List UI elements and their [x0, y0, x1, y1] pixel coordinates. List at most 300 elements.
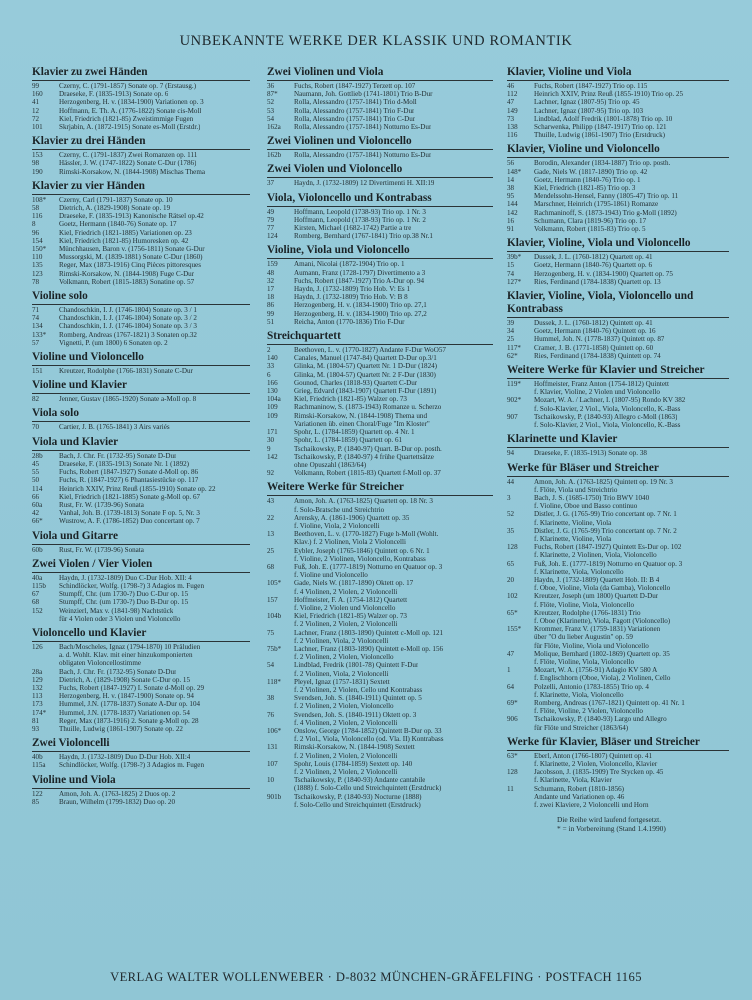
catalog-number: 71	[32, 306, 40, 315]
entry-title: Spohr, Louis (1784-1859) Sextett op. 140	[294, 759, 413, 768]
catalog-entry	[507, 192, 729, 200]
entry-title: Rolla, Alessandro (1757-1841) Trio d-Moll	[294, 98, 417, 107]
entry-title: Haydn, J. (1732-1809) Duo D-Dur Hob. XII:4	[59, 753, 191, 762]
entry-title: Romberg, Andreas (1767-1821) 3 Sonaten op.32	[59, 330, 197, 339]
entry-title: Fuchs, Robert (1847-1927) Trio op. 115	[534, 82, 648, 90]
catalog-entry	[32, 753, 250, 761]
catalog-number: 38	[267, 694, 275, 703]
catalog-section	[32, 625, 250, 733]
entry-continuation: f. Klarinette, Viola, Klavier	[534, 776, 612, 785]
catalog-number: 50	[32, 476, 40, 485]
entry-title: Kiel, Friedrich (1821-85) Walzer op. 73	[294, 395, 407, 404]
entry-title: Distler, J. G. (1765-99) Trio concertant op. 7 Nr. 1	[534, 510, 677, 519]
catalog-entry	[267, 743, 493, 751]
catalog-entry	[32, 574, 250, 582]
catalog-number: 86	[267, 301, 275, 310]
entry-title: Distler, J. G. (1765-99) Trio concertant op. 7 Nr. 2	[534, 526, 677, 535]
section-heading: Zwei Violinen und Viola	[267, 64, 493, 81]
entry-title: Kiel, Friedrich (1821-1885) Sonate g-Moll op. 67	[59, 492, 201, 501]
entry-title: Draeseke, F. (1835-1913) Kanonische Rätsel op.42	[59, 212, 204, 221]
catalog-number: 94	[507, 449, 515, 458]
catalog-number: 60b	[32, 545, 43, 554]
catalog-number: 134	[32, 322, 43, 331]
entry-continuation: obligaten Violoncellostimme	[59, 659, 141, 668]
catalog-section	[32, 772, 250, 806]
catalog-entry	[507, 319, 729, 327]
catalog-entry	[267, 469, 493, 477]
catalog-entry	[507, 82, 729, 90]
entry-title: Hummel, Joh. N. (1778-1837) Quintett op. 87	[534, 335, 665, 344]
entry-title: Gade, Niels W. (1817-1890) Trio op. 42	[534, 167, 648, 176]
entry-title: Tschaikowsky, P. (1840-97) 4 frühe Quartettsätze	[294, 452, 434, 461]
entry-title: Chandoschkin, I. J. (1746-1804) Sonate op. 3 / 2	[59, 314, 197, 323]
catalog-section	[507, 235, 729, 286]
entry-title: Bach, J. S. (1685-1750) Trio BWV 1040	[534, 493, 650, 502]
catalog-number: 68	[267, 562, 275, 571]
catalog-section	[507, 362, 729, 429]
catalog-section	[32, 133, 250, 176]
entry-title: Draeseke, F. (1835-1913) Sonate op. 6	[59, 90, 169, 99]
entry-title: Cartier, J. B. (1765-1841) 3 Airs variés	[59, 423, 170, 432]
catalog-entry	[32, 643, 250, 651]
catalog-number: 20	[507, 575, 515, 584]
section-heading: Zwei Violen / Vier Violen	[32, 556, 250, 573]
entry-title: Svendsen, Joh. S. (1840-1911) Oktett op. 3	[294, 710, 417, 719]
catalog-number: 162b	[267, 151, 282, 160]
entry-title: Lachner, Franz (1803-1890) Quintett e-Moll op. 156	[294, 644, 444, 653]
entry-continuation: f. Flöte, Violine, Viola, Violoncello	[534, 600, 634, 609]
catalog-number: 902*	[507, 396, 522, 405]
catalog-number: 28b	[32, 451, 43, 460]
entry-title: Dussek, J. L. (1760-1812) Quintett op. 41	[534, 319, 653, 328]
catalog-number: 130	[267, 387, 278, 396]
section-heading: Zwei Violinen und Violoncello	[267, 133, 493, 150]
catalog-entry	[267, 678, 493, 686]
entry-title: Spohr, L. (1784-1859) Quartett op. 4 Nr. 1	[294, 428, 415, 437]
catalog-entry	[32, 204, 250, 212]
entry-title: Goetz, Hermann (1840-76) Trio op. 1	[534, 175, 641, 184]
catalog-entry	[267, 694, 493, 702]
catalog-number: 36	[267, 82, 275, 90]
catalog-entry	[507, 335, 729, 343]
catalog-entry	[507, 352, 729, 360]
catalog-number: 25	[507, 335, 515, 344]
section-heading: Klavier zu zwei Händen	[32, 64, 250, 81]
catalog-entry	[507, 752, 729, 760]
catalog-number: 79	[267, 215, 275, 224]
entry-title: Jacobsson, J. (1835-1909) Tre Stycken op. 45	[534, 768, 664, 777]
catalog-number: 66	[32, 492, 40, 501]
entry-title: Mozart, W. A. (1756-91) Adagio KV 580 A	[534, 666, 658, 675]
catalog-entry	[267, 362, 493, 370]
catalog-entry	[267, 208, 493, 216]
entry-title: Volkmann, Robert (1815-83) Trio op. 5	[534, 225, 646, 234]
entry-title: Lachner, Franz (1803-1890) Quintett c-Moll op. 121	[294, 628, 444, 637]
entry-continuation: f. 2 Violinen, 2 Violen, 2 Violoncelli	[294, 620, 398, 629]
entry-title: Rolla, Alessandro (1757-1841) Trio C-Dur	[294, 114, 416, 123]
catalog-entry	[507, 666, 729, 674]
entry-title: Kiel, Friedrich (1821-85) Humoresken op. 42	[59, 236, 189, 245]
catalog-entry	[507, 131, 729, 139]
catalog-entry	[32, 452, 250, 460]
entry-title: Rimski-Korsakow, N. (1844-1908) Fuge C-Dur	[59, 269, 195, 278]
catalog-number: 124	[267, 232, 278, 241]
catalog-number: 75b*	[267, 644, 282, 653]
catalog-number: 148*	[507, 167, 522, 176]
entry-continuation: a. d. Wohlt. Klav. mit einer hinzukomponierten	[59, 651, 193, 660]
catalog-number: 98	[32, 159, 40, 168]
catalog-number: 150*	[32, 245, 47, 254]
entry-title: Jenner, Gustav (1865-1920) Sonate a-Moll op. 8	[59, 395, 197, 404]
entry-title: Goetz, Hermann (1840-76) Quartett op. 6	[534, 261, 652, 270]
catalog-section	[32, 405, 250, 431]
section-heading: Violine und Violoncello	[32, 349, 250, 366]
entry-title: Dietrich, A. (1829-1908) Sonate C-Dur op. 15	[59, 675, 191, 684]
catalog-entry	[32, 517, 250, 525]
entry-title: Skrjabin, A. (1872-1915) Sonate es-Moll (Erstdr.)	[59, 123, 201, 132]
entry-continuation: f. Flöte, Viola und Streichtrio	[534, 485, 618, 494]
catalog-number: 117*	[507, 343, 521, 352]
catalog-number: 85	[32, 797, 40, 806]
entry-title: Münchhausen, Baron v. (1756-1811) Sonate G-Dur	[59, 245, 205, 254]
catalog-entry	[267, 497, 493, 505]
entry-title: Kiel, Friedrich (1821-85) Walzer op. 73	[294, 612, 407, 621]
entry-title: Dussek, J. L. (1760-1812) Quartett op. 41	[534, 253, 653, 262]
catalog-section	[267, 242, 493, 326]
catalog-number: 12	[32, 106, 40, 115]
catalog-number: 171	[267, 428, 278, 437]
catalog-entry	[507, 768, 729, 776]
entry-title: Rimski-Korsakow, N. (1844-1908) Sextett	[294, 743, 415, 752]
catalog-entry	[267, 232, 493, 240]
catalog-number: 113	[32, 692, 43, 701]
catalog-number: 82	[32, 395, 40, 404]
catalog-number: 28a	[32, 667, 43, 676]
catalog-number: 153	[32, 151, 43, 160]
catalog-number: 64	[507, 682, 515, 691]
catalog-number: 37	[267, 179, 275, 188]
catalog-number: 68	[32, 598, 40, 607]
entry-title: Spohr, L. (1784-1859) Quartett op. 61	[294, 436, 403, 445]
entry-continuation: f. Klarinette, Viola, Violoncello	[534, 567, 624, 576]
section-heading: Violine und Viola	[32, 772, 250, 789]
entry-title: Rust, Fr. W. (1739-96) Sonata	[59, 545, 144, 554]
catalog-entry	[32, 761, 250, 769]
catalog-entry	[267, 453, 493, 461]
entry-continuation: f. zwei Klaviere, 2 Violoncelli und Horn	[534, 801, 649, 810]
catalog-section	[32, 349, 250, 375]
entry-title: Canales, Manuel (1747-84) Quartett D-Dur op.3/1	[294, 354, 437, 363]
catalog-entry	[507, 650, 729, 658]
catalog-entry	[267, 269, 493, 277]
entry-continuation: (1888) f. Solo-Cello und Streichquintett (Erstdruck)	[294, 784, 442, 793]
entry-title: Reicha, Anton (1770-1836) Trio F-Dur	[294, 317, 405, 326]
catalog-number: 104a	[267, 395, 281, 404]
section-heading: Klavier, Violine, Viola, Violoncello und Kontrabass	[507, 288, 729, 318]
catalog-number: 159	[267, 260, 278, 269]
publisher-footer: VERLAG WALTER WOLLENWEBER · D-8032 MÜNCHEN-GRÄFELFING · POSTFACH 1165	[110, 970, 642, 984]
catalog-entry	[267, 260, 493, 268]
entry-continuation: f. 2 Violinen, 2 Violen, 2 Violoncelli	[294, 751, 398, 760]
entry-continuation: f. 4 Violinen, 2 Violen, 2 Violoncelli	[294, 587, 398, 596]
catalog-number: 16	[507, 216, 515, 225]
catalog-entry	[32, 423, 250, 431]
entry-title: Kirsten, Michael (1682-1742) Partie a tre	[294, 224, 412, 233]
catalog-entry	[267, 395, 493, 403]
entry-continuation: für Flöte und Streicher (1863/64)	[534, 723, 629, 732]
entry-title: Haydn, J. (1732-1809) 12 Divertimenti H. XII:19	[294, 179, 435, 188]
entry-title: Haydn, J. (1732-1809) Quartett Hob. II: B 4	[534, 575, 660, 584]
catalog-number: 9	[267, 444, 271, 453]
catalog-number: 112	[507, 90, 518, 99]
catalog-section	[507, 460, 729, 732]
catalog-number: 116	[32, 212, 43, 221]
catalog-entry	[32, 314, 250, 322]
entry-title: Stumpff, Chr. (um 1730-?) Duo B-Dur op. 15	[59, 598, 189, 607]
entry-title: Kiel, Friedrich (1821-85) Trio op. 3	[534, 184, 636, 193]
catalog-section	[267, 161, 493, 187]
catalog-entry	[32, 582, 250, 590]
entry-continuation: f. 2 Violinen, 2 Violen, Violoncello	[294, 702, 394, 711]
catalog-entry	[32, 676, 250, 684]
entry-title: Draeseke, F. (1835-1913) Sonate op. 38	[534, 449, 647, 458]
entry-title: Draeseke, F. (1835-1913) Sonate Nr. 1 (1892)	[59, 459, 190, 468]
catalog-entry	[267, 310, 493, 318]
catalog-entry	[267, 277, 493, 285]
catalog-number: 142	[507, 208, 518, 217]
catalog-entry	[267, 301, 493, 309]
catalog-entry	[507, 200, 729, 208]
catalog-entry	[267, 727, 493, 735]
entry-title: Reger, Max (1873-1916) 2. Sonate g-Moll op. 28	[59, 716, 199, 725]
catalog-entry	[32, 339, 250, 347]
catalog-entry	[507, 115, 729, 123]
catalog-entry	[507, 396, 729, 404]
catalog-number: 53	[267, 106, 275, 115]
entry-title: Schumann, Robert (1810-1856)	[534, 784, 625, 793]
page-title: UNBEKANNTE WERKE DER KLASSIK UND ROMANTIK	[179, 33, 573, 49]
entry-title: Amon, Joh. A. (1763-1825) 2 Duos op. 2	[59, 789, 176, 798]
catalog-entry	[32, 306, 250, 314]
entry-title: Thuille, Ludwig (1861-1907) Trio (Erstdruck)	[534, 131, 666, 140]
catalog-entry	[267, 115, 493, 123]
entry-title: Haydn, J. (1732-1809) Duo C-Dur Hob. XII: 4	[59, 573, 192, 582]
section-heading: Klavier zu drei Händen	[32, 133, 250, 150]
section-heading: Zwei Violen und Violoncello	[267, 161, 493, 178]
entry-title: Polzelli, Antonio (1783-1855) Trio op. 4	[534, 682, 649, 691]
catalog-number: 52	[507, 510, 515, 519]
catalog-number: 63*	[507, 751, 518, 760]
catalog-number: 93	[32, 724, 40, 733]
entry-title: Ries, Ferdinand (1784-1838) Quartett op. 13	[534, 277, 661, 286]
entry-title: Lindblad, Fredrik (1801-78) Quintett F-Dur	[294, 661, 419, 670]
catalog-entry	[507, 699, 729, 707]
entry-title: Schumann, Clara (1819-96) Trio op. 17	[534, 216, 647, 225]
entry-continuation: f. Klarinette, 2 Violinen, Viola, Violoncello	[534, 551, 657, 560]
entry-title: Cramer, J. B. (1771-1858) Quintett op. 60	[534, 343, 654, 352]
catalog-entry	[507, 209, 729, 217]
entry-title: Rimski-Korsakow, N. (1844-1908) Thema und	[294, 411, 427, 420]
catalog-entry	[32, 509, 250, 517]
catalog-section	[32, 434, 250, 526]
catalog-number: 133*	[32, 330, 47, 339]
catalog-number: 43	[267, 497, 275, 506]
entry-title: Lachner, Ignaz (1807-95) Trio op. 103	[534, 106, 644, 115]
catalog-number: 49	[267, 207, 275, 216]
entry-title: Tschaikowsky, P. (1840-93) Largo und Allegro	[534, 715, 667, 724]
catalog-section	[267, 190, 493, 241]
catalog-number: 57	[32, 338, 40, 347]
catalog-entry	[507, 184, 729, 192]
entry-title: Goetz, Hermann (1840-76) Quintett op. 16	[534, 327, 656, 336]
catalog-entry	[267, 379, 493, 387]
catalog-number: 74	[507, 269, 515, 278]
catalog-number: 56	[507, 159, 515, 168]
catalog-entry	[507, 785, 729, 793]
entry-continuation: f. Englischhorn (Oboe, Viola), 2 Violinen, Cello	[534, 674, 671, 683]
catalog-number: 54	[267, 661, 275, 670]
catalog-entry	[32, 229, 250, 237]
entry-title: Krommer, Franz V. (1759-1831) Variationen	[534, 625, 661, 634]
catalog-entry	[267, 179, 493, 187]
entry-title: Scharwenka, Philipp (1847-1917) Trio op. 121	[534, 123, 667, 132]
entry-title: Rust, Fr. W. (1739-96) Sonata	[59, 500, 144, 509]
catalog-entry	[32, 253, 250, 261]
entry-continuation: f. Klavier, Violine, 2 Violen und Violoncello	[534, 388, 660, 397]
section-heading: Werke für Klavier, Bläser und Streicher	[507, 734, 729, 751]
catalog-entry	[32, 395, 250, 403]
entry-title: Romberg, Andreas (1767-1821) Quintett op. 41 Nr. 1	[534, 698, 685, 707]
catalog-number: 22	[267, 513, 275, 522]
section-heading: Klavier, Violine, Viola und Violoncello	[507, 235, 729, 252]
catalog-number: 106*	[267, 727, 282, 735]
entry-title: Fuchs, Robert (1847-1927) Terzett op. 107	[294, 82, 416, 90]
entry-title: Chandoschkin, I. J. (1746-1804) Sonate op. 3 / 1	[59, 306, 197, 315]
entry-title: Herzogenberg, H. v. (1834-1900) Quartett op. 75	[534, 269, 673, 278]
catalog-entry	[507, 278, 729, 286]
entry-continuation: f. Klarinette, Viola, Violoncello	[534, 690, 624, 699]
entry-title: Czerny, Carl (1791-1837) Sonate op. 10	[59, 195, 173, 204]
catalog-number: 127*	[507, 277, 522, 286]
entry-title: Glinka, M. (1804-57) Quartett Nr. 2 F-Dur (1830)	[294, 370, 436, 379]
catalog-number: 11	[507, 784, 514, 793]
catalog-entry	[267, 547, 493, 555]
catalog-entry	[32, 82, 250, 90]
entry-title: Hoffmeister, Franz Anton (1754-1812) Quintett	[534, 380, 669, 389]
entry-title: Volkmann, Robert (1815-83) Quartett f-Moll op. 37	[294, 469, 441, 478]
entry-continuation: f. 2 Viol., Viola, Violoncello (od. Vla. II) Kontrabass	[294, 735, 444, 744]
entry-continuation: für 4 Violen oder 3 Violen und Violoncello	[59, 614, 181, 623]
entry-title: Rachmaninow, S. (1873-1943) Romanze u. Scherzo	[294, 403, 442, 412]
catalog-entry	[507, 449, 729, 457]
catalog-entry	[507, 98, 729, 106]
catalog-entry	[267, 90, 493, 98]
catalog-number: 119*	[507, 380, 521, 389]
catalog-number: 48	[267, 268, 275, 277]
catalog-entry	[32, 684, 250, 692]
catalog-number: 78	[32, 277, 40, 286]
catalog-number: 76	[267, 710, 275, 719]
catalog-entry	[267, 776, 493, 784]
catalog-number: 58	[32, 204, 40, 213]
catalog-entry	[507, 510, 729, 518]
catalog-number: 25	[267, 546, 275, 555]
catalog-entry	[32, 115, 250, 123]
catalog-entry	[32, 278, 250, 286]
entry-title: Grieg, Edvard (1843-1907) Quartett F-Dur (1891)	[294, 387, 437, 396]
catalog-section	[267, 64, 493, 131]
catalog-number: 18	[267, 293, 275, 302]
entry-title: Kreutzer, Joseph (um 1800) Quartett D-Dur	[534, 592, 659, 601]
catalog-entry	[267, 579, 493, 587]
entry-title: Herzogenberg, H. v. (1834-1900) Variationen op. 3	[59, 98, 204, 107]
entry-title: Heinrich XXIV, Prinz Reuß (1855-1910) Sonate op. 22	[59, 484, 216, 493]
catalog-number: 47	[507, 98, 515, 107]
entry-title: Schindlöcker, Wolfg. (1798-?) 3 Adagios m. Fugen	[59, 581, 205, 590]
catalog-number: 41	[32, 98, 40, 107]
catalog-number: 69*	[507, 698, 518, 707]
catalog-number: 109	[267, 403, 278, 412]
catalog-number: 92	[267, 469, 275, 478]
catalog-entry	[267, 387, 493, 395]
entry-title: Rolla, Alessandro (1757-1841) Notturno Es-Dur	[294, 151, 432, 160]
catalog-entry	[507, 543, 729, 551]
section-heading: Werke für Bläser und Streicher	[507, 460, 729, 477]
catalog-number: 73	[507, 114, 515, 123]
entry-title: Vanhal, Joh. B. (1739-1813) Sonate F op. 5, Nr. 3	[59, 509, 200, 518]
section-heading: Klavier, Violine und Violoncello	[507, 141, 729, 158]
entry-title: Fuchs, Robert (1847-1927) Sonate d-Moll op. 86	[59, 468, 199, 477]
entry-continuation: f. 4 Violinen, 2 Violen, 2 Violoncelli	[294, 718, 398, 727]
column-1	[32, 64, 250, 946]
catalog-entry	[507, 380, 729, 388]
catalog-entry	[32, 709, 250, 717]
catalog-number: 81	[32, 716, 40, 725]
entry-continuation: f. Violine, 2 Violinen, Violoncello, Kontrabass	[294, 554, 426, 563]
catalog-entry	[32, 790, 250, 798]
entry-title: Glinka, M. (1804-57) Quartett Nr. 1 D-Dur (1824)	[294, 362, 438, 371]
catalog-number: 96	[32, 228, 40, 237]
catalog-number: 190	[32, 167, 43, 176]
catalog-number: 87*	[267, 90, 278, 99]
section-heading: Klavier zu vier Händen	[32, 178, 250, 195]
catalog-entry	[267, 661, 493, 669]
entry-title: Kreutzer, Rodolphe (1766-1831) Sonate C-Dur	[59, 367, 193, 376]
catalog-number: 155*	[507, 625, 522, 634]
entry-continuation: f. Klarinette, Violine, Viola	[534, 518, 612, 527]
catalog-number: 160	[32, 90, 43, 99]
entry-continuation: f. Solo-Klavier, 2 Viol., Viola, Violoncello, K.-Bass	[534, 404, 681, 413]
entry-continuation: f. Solo-Bratsche und Streichtrio	[294, 505, 385, 514]
entry-continuation: f. 2 Violinen, Viola, 2 Violoncelli	[294, 636, 389, 645]
catalog-entry	[267, 285, 493, 293]
catalog-number: 116	[507, 131, 518, 140]
catalog-number: 13	[267, 530, 275, 539]
entry-title: Tschaikowsky, P. (1840-93) Allegro c-Moll (1863)	[534, 412, 678, 421]
catalog-entry	[267, 107, 493, 115]
entry-title: Hoffmeister, F. A. (1754-1812) Quartett	[294, 595, 408, 604]
entry-title: Romberg, Bernhard (1767-1841) Trio op.38 Nr.1	[294, 232, 433, 241]
catalog-entry	[32, 798, 250, 806]
catalog-number: 154	[32, 236, 43, 245]
catalog-section	[32, 735, 250, 769]
catalog-number: 99	[32, 82, 40, 90]
entry-continuation: Variationen üb. einen Choral/Fuge "Im Kloster"	[294, 419, 430, 428]
catalog-entry	[267, 293, 493, 301]
catalog-number: 15	[507, 261, 515, 270]
catalog-entry	[32, 168, 250, 176]
catalog-number: 115a	[32, 761, 46, 770]
